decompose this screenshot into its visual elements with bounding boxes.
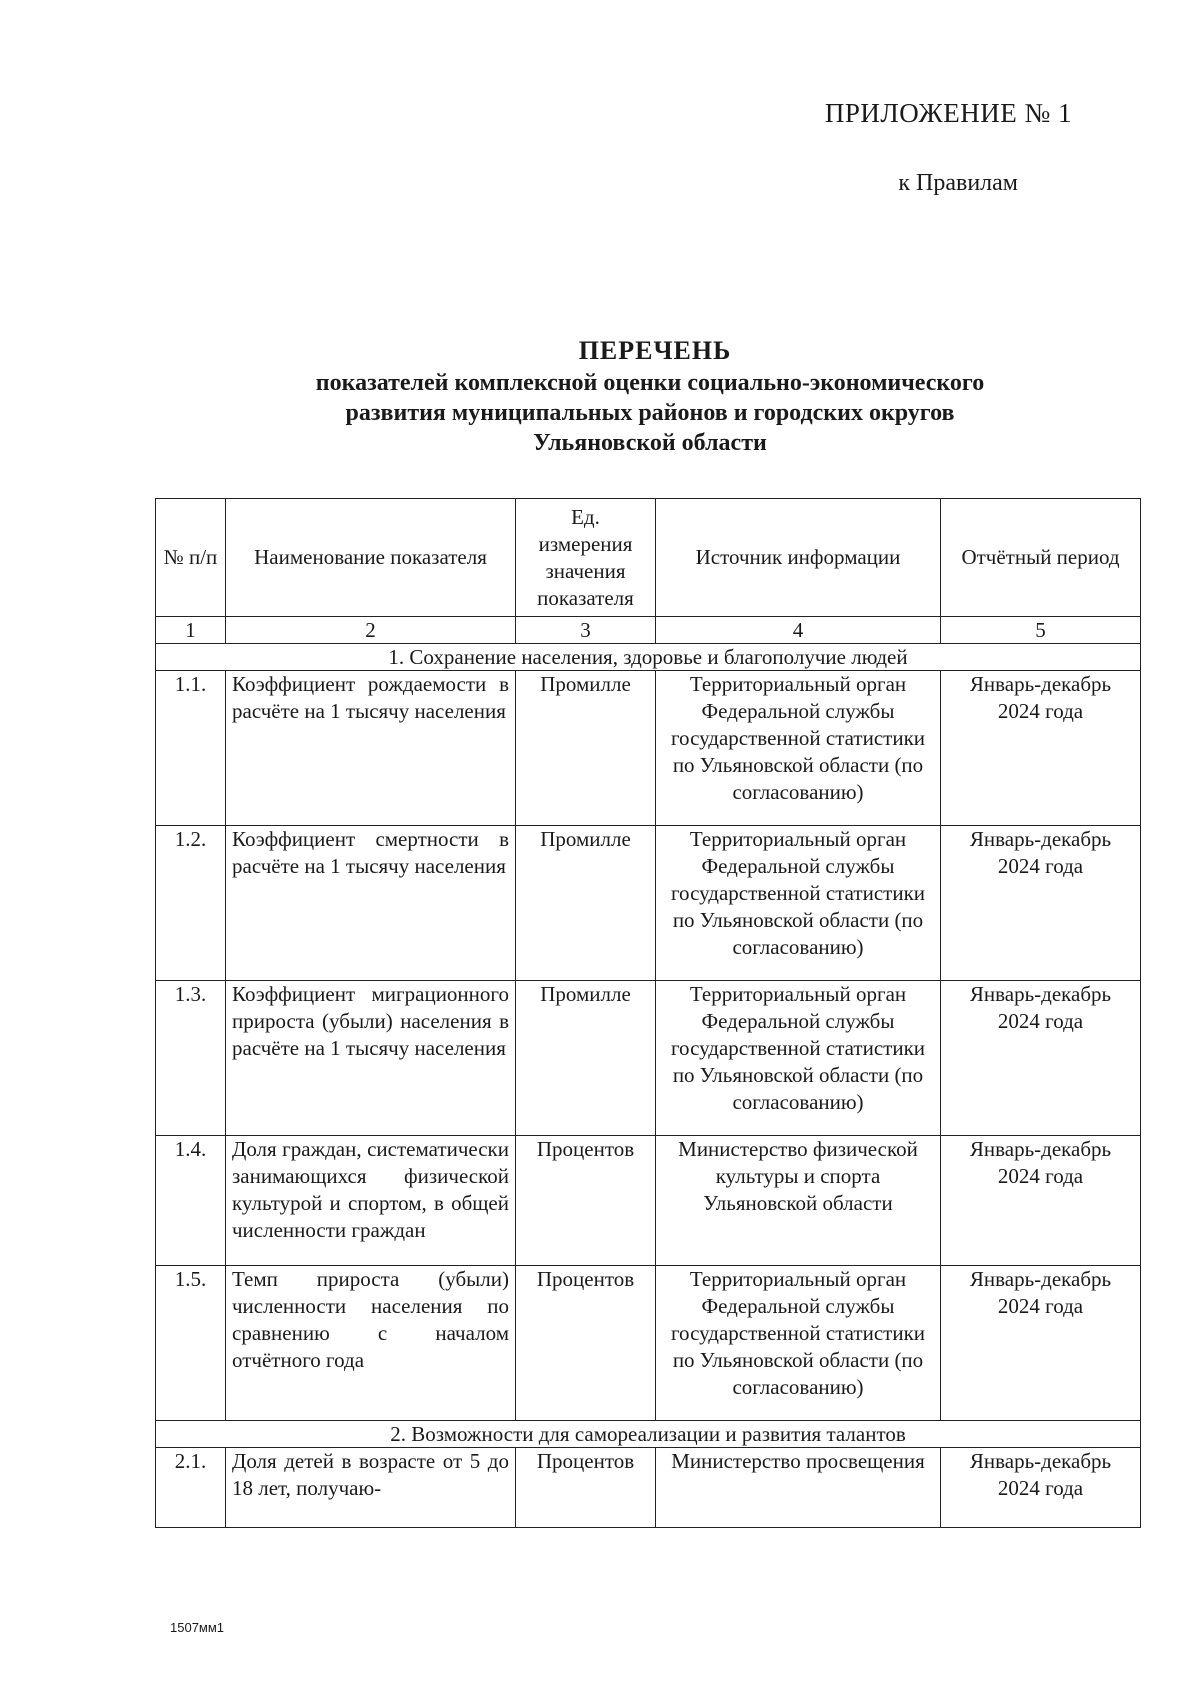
section-title: 2. Возможности для самореализации и развития талантов bbox=[156, 1421, 1141, 1448]
section-row bbox=[156, 1421, 1141, 1448]
header-unit: Ед. измерения значения показателя bbox=[516, 499, 656, 617]
row-period: Январь-декабрь 2024 года bbox=[941, 1448, 1141, 1528]
document-title bbox=[0, 334, 1200, 458]
column-number: 3 bbox=[516, 617, 656, 644]
row-name: Доля граждан, систематически занимающихся физической культурой и спортом, в общей численности граждан bbox=[226, 1136, 516, 1266]
row-name: Коэффициент миграционного прироста (убыли) населения в расчёте на 1 тысячу населения bbox=[226, 981, 516, 1136]
table-row bbox=[156, 1266, 1141, 1421]
row-source: Министерство просвещения bbox=[656, 1448, 941, 1528]
section-title: 1. Сохранение населения, здоровье и благополучие людей bbox=[156, 644, 1141, 671]
row-source: Территориальный орган Федеральной службы государственной статистики по Ульяновской области (по согласованию) bbox=[656, 826, 941, 981]
indicators-table bbox=[155, 498, 1141, 1528]
table-row bbox=[156, 826, 1141, 981]
row-period: Январь-декабрь 2024 года bbox=[941, 1136, 1141, 1266]
table-row bbox=[156, 671, 1141, 826]
header-period: Отчётный период bbox=[941, 499, 1141, 617]
to-rules-label: к Правилам bbox=[898, 170, 1018, 196]
table-row bbox=[156, 981, 1141, 1136]
header-num: № п/п bbox=[156, 499, 226, 617]
row-unit: Процентов bbox=[516, 1448, 656, 1528]
row-number: 1.1. bbox=[156, 671, 226, 826]
row-unit: Промилле bbox=[516, 981, 656, 1136]
row-unit: Промилле bbox=[516, 671, 656, 826]
column-number: 4 bbox=[656, 617, 941, 644]
title-main: ПЕРЕЧЕНЬ bbox=[578, 336, 732, 365]
row-period: Январь-декабрь 2024 года bbox=[941, 981, 1141, 1136]
row-source: Территориальный орган Федеральной службы государственной статистики по Ульяновской области (по согласованию) bbox=[656, 671, 941, 826]
row-name: Доля детей в возрасте от 5 до 18 лет, получаю- bbox=[226, 1448, 516, 1528]
row-period: Январь-декабрь 2024 года bbox=[941, 1266, 1141, 1421]
title-line-1: показателей комплексной оценки социально-экономического bbox=[315, 370, 985, 396]
table-body bbox=[156, 617, 1141, 1528]
table-row bbox=[156, 1448, 1141, 1528]
row-number: 1.2. bbox=[156, 826, 226, 981]
row-number: 2.1. bbox=[156, 1448, 226, 1528]
row-number: 1.4. bbox=[156, 1136, 226, 1266]
table-row bbox=[156, 1136, 1141, 1266]
row-source: Министерство физической культуры и спорта Ульяновской области bbox=[656, 1136, 941, 1266]
column-numbers-row bbox=[156, 617, 1141, 644]
row-source: Территориальный орган Федеральной службы государственной статистики по Ульяновской области (по согласованию) bbox=[656, 981, 941, 1136]
header-source: Источник информации bbox=[656, 499, 941, 617]
appendix-label: ПРИЛОЖЕНИЕ № 1 bbox=[824, 98, 1072, 128]
row-period: Январь-декабрь 2024 года bbox=[941, 826, 1141, 981]
column-number: 1 bbox=[156, 617, 226, 644]
row-number: 1.5. bbox=[156, 1266, 226, 1421]
header-name: Наименование показателя bbox=[226, 499, 516, 617]
row-name: Коэффициент рождаемости в расчёте на 1 тысячу населения bbox=[226, 671, 516, 826]
row-name: Темп прироста (убыли) численности населения по сравнению с началом отчётного года bbox=[226, 1266, 516, 1421]
section-row bbox=[156, 644, 1141, 671]
row-unit: Процентов bbox=[516, 1266, 656, 1421]
footer-code: 1507мм1 bbox=[170, 1620, 225, 1635]
row-number: 1.3. bbox=[156, 981, 226, 1136]
title-line-3: Ульяновской области bbox=[533, 430, 767, 456]
row-name: Коэффициент смертности в расчёте на 1 тысячу населения bbox=[226, 826, 516, 981]
row-source: Территориальный орган Федеральной службы государственной статистики по Ульяновской области (по согласованию) bbox=[656, 1266, 941, 1421]
row-unit: Промилле bbox=[516, 826, 656, 981]
title-line-2: развития муниципальных районов и городских округов bbox=[345, 400, 955, 426]
column-number: 2 bbox=[226, 617, 516, 644]
row-unit: Процентов bbox=[516, 1136, 656, 1266]
row-period: Январь-декабрь 2024 года bbox=[941, 671, 1141, 826]
column-number: 5 bbox=[941, 617, 1141, 644]
